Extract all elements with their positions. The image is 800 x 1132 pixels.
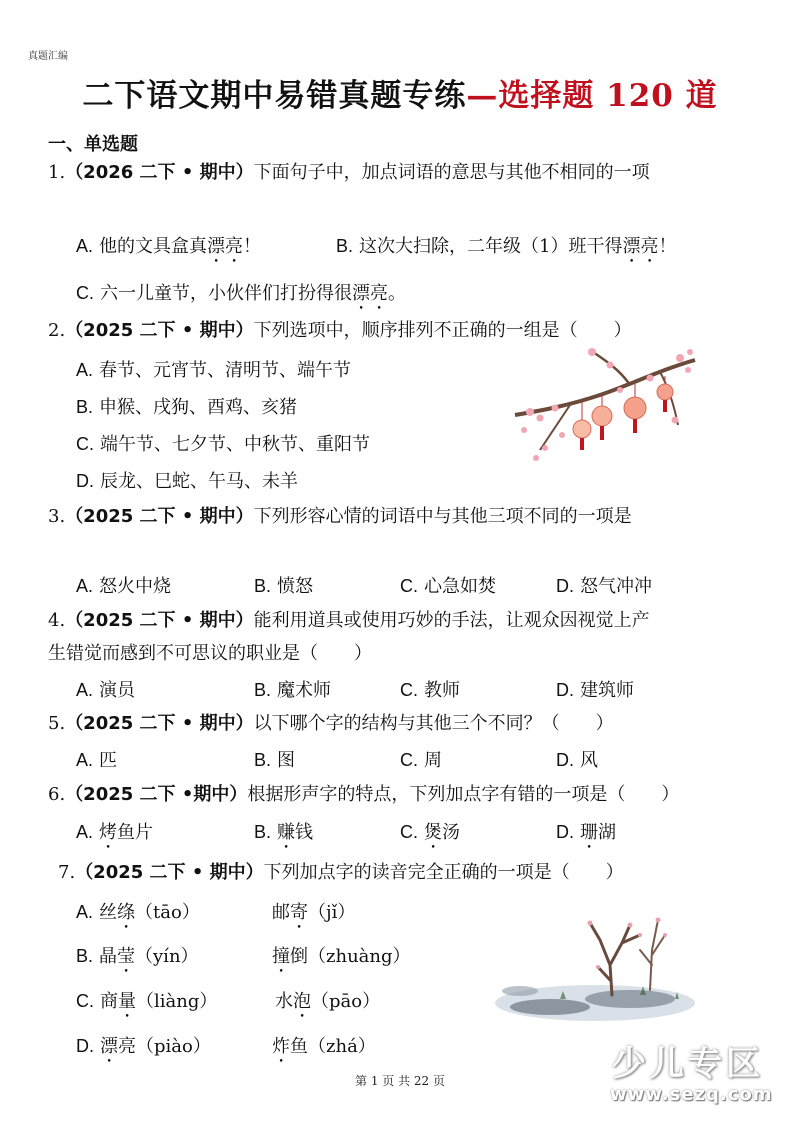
option-2a: A. 春节、元宵节、清明节、端午节 (76, 360, 352, 381)
page-title (0, 70, 800, 115)
section-heading: 一、单选题 (48, 134, 138, 155)
option-6a: A. 烤鱼片 (76, 822, 154, 843)
option-2b: B. 申猴、戌狗、酉鸡、亥猪 (76, 397, 298, 418)
question-source: （2025 二下 • 期中） (75, 862, 264, 883)
option-1c: C. 六一儿童节，小伙伴们打扮得很漂亮。 (76, 283, 406, 304)
question-5: 5.（2025 二下 • 期中）以下哪个字的结构与其他三个不同？（ ） (48, 713, 614, 734)
option-2d: D. 辰龙、巳蛇、午马、未羊 (76, 471, 298, 492)
option-3d: D. 怒气冲冲 (556, 576, 652, 597)
option-7d: D. 漂亮（piào） (76, 1036, 211, 1057)
question-source: （2025 二下 • 期中） (65, 320, 254, 341)
option-4d: D. 建筑师 (556, 680, 634, 701)
option-1b: B. 这次大扫除，二年级（1）班干得漂亮！ (336, 236, 677, 257)
plum-branch-illustration (510, 340, 700, 470)
option-7a: A. 丝绦（tāo） (76, 902, 200, 923)
option-4a: A. 演员 (76, 680, 136, 701)
option-5d: D. 风 (556, 750, 598, 771)
option-3a: A. 怒火中烧 (76, 576, 172, 597)
option-2c: C. 端午节、七夕节、中秋节、重阳节 (76, 434, 370, 455)
option-3b: B. 愤怒 (254, 576, 314, 597)
question-source: （2026 二下 • 期中） (65, 162, 254, 183)
question-4-line2: 生错觉而感到不可思议的职业是（ ） (48, 643, 372, 664)
option-6b: B. 赚钱 (254, 822, 314, 843)
question-source: （2025 二下 • 期中） (65, 610, 254, 631)
option-7c: C. 商量（liàng） (76, 991, 218, 1012)
question-stem: 下面句子中，加点词语的意思与其他不相同的一项 (253, 162, 650, 183)
option-5a: A. 匹 (76, 750, 118, 771)
question-4: 4.（2025 二下 • 期中）能利用道具或使用巧妙的手法，让观众因视觉上产 (48, 610, 650, 631)
option-7b-second: 撞倒（zhuàng） (272, 946, 411, 967)
question-6: 6.（2025 二下 •期中）根据形声字的特点，下列加点字有错的一项是（ ） (48, 784, 680, 805)
question-2: 2.（2025 二下 • 期中）下列选项中，顺序排列不正确的一组是（ ） (48, 320, 632, 341)
option-7d-second: 炸鱼（zhá） (272, 1036, 376, 1057)
watermark-url: www.sezq.com (610, 1084, 773, 1105)
question-7: 7.（2025 二下 • 期中）下列加点字的读音完全正确的一项是（ ） (58, 862, 624, 883)
question-number: 1. (48, 162, 66, 183)
option-1a: A. 他的文具盒真漂亮！ (76, 236, 262, 257)
option-6c: C. 煲汤 (400, 822, 460, 843)
winter-tree-illustration (490, 895, 700, 1035)
question-3: 3.（2025 二下 • 期中）下列形容心情的词语中与其他三项不同的一项是 (48, 506, 632, 527)
title-main: 二下语文期中易错真题专练 (82, 78, 467, 114)
question-source: （2025 二下 • 期中） (65, 713, 254, 734)
watermark-logo: 少儿专区 (612, 1044, 764, 1084)
header-tag: 真题汇编 (28, 51, 68, 62)
option-5b: B. 图 (254, 750, 296, 771)
question-1 (48, 160, 650, 186)
page-footer: 第 1 页 共 22 页 (355, 1074, 445, 1088)
option-4c: C. 教师 (400, 680, 460, 701)
option-4b: B. 魔术师 (254, 680, 332, 701)
question-source: （2025 二下 •期中） (65, 784, 248, 805)
option-7c-second: 水泡（pāo） (275, 991, 381, 1012)
question-source: （2025 二下 • 期中） (65, 506, 254, 527)
option-3c: C. 心急如焚 (400, 576, 496, 597)
title-accent: —选择题 120 道 (466, 78, 718, 114)
option-5c: C. 周 (400, 750, 442, 771)
option-6d: D. 珊湖 (556, 822, 616, 843)
option-7b: B. 晶莹（yín） (76, 946, 199, 967)
option-7a-second: 邮寄（jǐ） (272, 902, 356, 923)
